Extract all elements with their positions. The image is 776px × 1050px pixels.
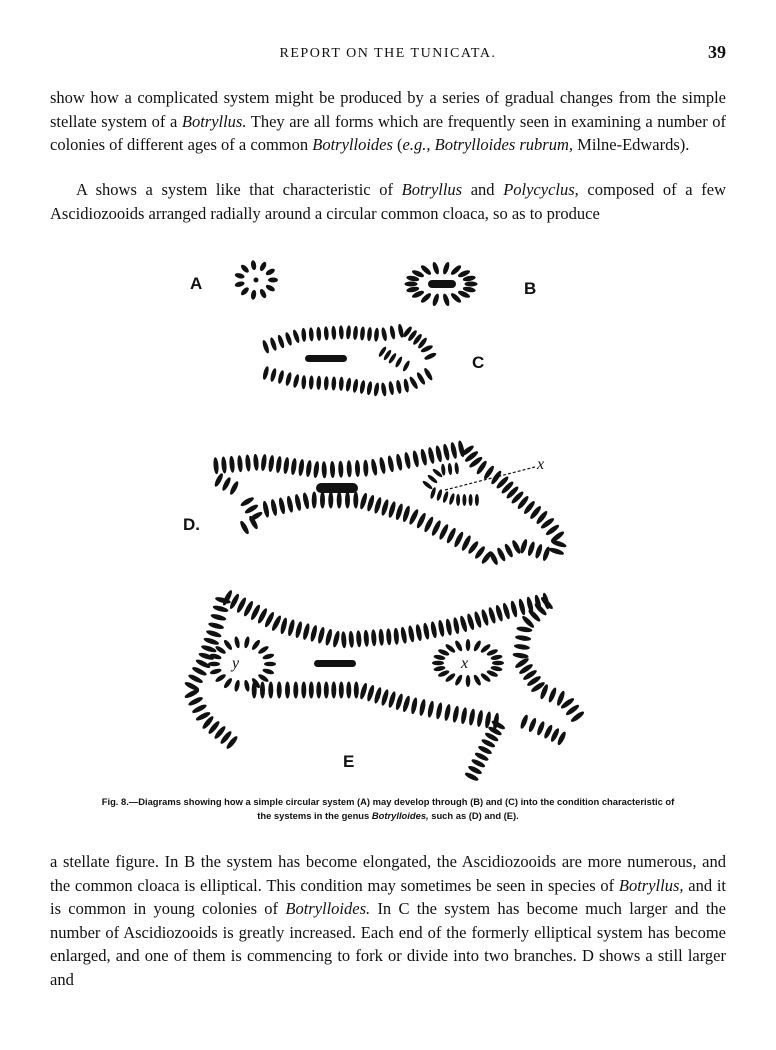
zooid xyxy=(309,625,318,643)
zooid xyxy=(324,628,333,646)
zooid xyxy=(283,457,290,475)
zooid xyxy=(330,461,336,478)
zooid xyxy=(435,702,443,720)
para1-italic-4: Botrylloides rubrum, xyxy=(434,135,574,154)
zooid xyxy=(292,329,301,344)
zooid xyxy=(395,453,403,471)
zooid xyxy=(270,499,278,517)
figure-8-drawing xyxy=(0,250,776,790)
zooid xyxy=(253,454,259,471)
zooid xyxy=(373,687,383,705)
caption-italic-1: Botrylloides, xyxy=(371,810,429,821)
zooid xyxy=(259,288,268,299)
para1-italic-3: e.g., xyxy=(402,135,431,154)
zooid xyxy=(359,380,366,395)
zooid xyxy=(423,351,437,361)
zooid xyxy=(366,494,376,512)
zooid xyxy=(294,621,303,639)
zooid xyxy=(264,662,276,667)
zooid xyxy=(354,682,359,699)
zooid xyxy=(441,464,446,476)
zooid xyxy=(298,459,305,477)
zooid xyxy=(324,376,329,390)
zooid xyxy=(408,376,419,390)
zooid xyxy=(448,493,455,506)
caption-text-1: —Diagrams showing how a simple circular system (A) may develop through (B) and (C) into the condition characteristic of the systems in the genus xyxy=(128,796,675,821)
zooid xyxy=(415,624,423,642)
zooid xyxy=(320,492,325,509)
running-header xyxy=(0,42,776,66)
figure-8 xyxy=(0,250,776,790)
para3-text-2: and it is common in young colonies of xyxy=(50,875,726,918)
zooid xyxy=(277,682,282,699)
zooid xyxy=(210,613,227,622)
zooid xyxy=(527,541,536,557)
zooid-marks xyxy=(184,260,586,782)
zooid xyxy=(536,720,546,736)
zooid xyxy=(278,497,286,515)
zooid xyxy=(339,377,344,391)
zooid xyxy=(316,682,321,699)
zooid xyxy=(294,494,302,512)
zooid xyxy=(268,682,273,699)
zooid xyxy=(403,378,410,393)
figure-caption xyxy=(96,795,680,823)
zooid xyxy=(229,480,240,496)
zooid xyxy=(346,682,351,699)
running-title: REPORT ON THE TUNICATA. xyxy=(279,46,497,61)
zooid xyxy=(331,326,337,340)
para2-text-2: and xyxy=(462,180,504,199)
zooid xyxy=(261,339,270,354)
zooid xyxy=(380,499,390,517)
zooid xyxy=(234,272,245,279)
zooid xyxy=(456,494,460,506)
zooid xyxy=(511,539,522,555)
zooid xyxy=(259,261,268,272)
zooid xyxy=(302,492,310,510)
zooid xyxy=(388,381,395,396)
para2-text-1: A shows a system like that characteristic of xyxy=(76,180,402,199)
zooid xyxy=(370,458,378,476)
zooid xyxy=(515,634,532,641)
zooid xyxy=(442,293,451,307)
zooid xyxy=(427,447,436,465)
zooid xyxy=(373,382,380,397)
zooid xyxy=(205,629,222,639)
zooid xyxy=(352,379,359,394)
zooid xyxy=(251,639,262,651)
figure-label-c: C xyxy=(472,353,485,372)
zooid xyxy=(345,377,352,392)
zooid xyxy=(436,489,443,502)
zooid xyxy=(374,328,380,342)
zooid xyxy=(234,679,241,692)
zooid xyxy=(260,454,267,472)
zooid xyxy=(465,282,478,287)
zooid xyxy=(348,631,354,648)
zooid xyxy=(223,639,234,651)
zooid xyxy=(290,458,297,476)
zooid xyxy=(234,636,241,649)
zooid xyxy=(386,628,392,645)
zooid xyxy=(316,327,322,341)
zooid xyxy=(346,325,352,339)
zooid xyxy=(469,494,473,506)
zooid xyxy=(443,704,451,722)
zooid xyxy=(257,645,270,655)
para1-text-1: show how a complicated system might be produced by a series of gradual changes from the simple stellate system of a xyxy=(50,88,726,131)
zooid xyxy=(480,609,490,627)
zooid xyxy=(442,443,451,461)
zooid xyxy=(240,263,251,274)
zooid xyxy=(459,615,469,633)
zooid xyxy=(394,356,403,368)
caption-text-2: such as (D) and (E). xyxy=(428,810,519,821)
zooid xyxy=(484,711,492,729)
zooid xyxy=(260,682,265,699)
zooid xyxy=(380,689,390,707)
zooid xyxy=(423,367,434,381)
zooid xyxy=(534,543,543,559)
zooid xyxy=(476,710,484,728)
para2-text-3: composed of a few Ascidiozooids arranged radially around a circular common cloaca, so as to produce xyxy=(50,180,726,223)
zooid xyxy=(262,366,270,381)
zooid xyxy=(460,707,468,725)
para2-italic-1: Botryllus xyxy=(401,180,463,199)
zooid xyxy=(387,501,397,519)
zooid xyxy=(316,376,321,390)
zooid xyxy=(339,682,344,699)
zooid xyxy=(337,492,342,509)
zooid xyxy=(309,327,315,341)
zooid xyxy=(277,370,285,385)
zooid xyxy=(366,381,373,396)
zooid xyxy=(518,598,527,616)
zooid xyxy=(433,665,446,672)
para2-italic-2: Polycyclus, xyxy=(503,180,579,199)
zooid xyxy=(488,550,499,566)
zooid xyxy=(490,654,503,661)
zooid xyxy=(407,625,415,643)
zooid xyxy=(279,617,288,635)
zooid xyxy=(512,652,529,659)
zooid xyxy=(360,326,366,340)
zooid xyxy=(338,461,344,478)
zooid xyxy=(422,622,430,640)
zooid xyxy=(203,636,220,646)
para1-text-5: Milne-Edwards). xyxy=(573,135,690,154)
zooid xyxy=(380,382,387,397)
zooid xyxy=(519,714,529,730)
zooid xyxy=(405,282,418,287)
zooid xyxy=(393,628,399,645)
zooid xyxy=(332,630,341,648)
zooid xyxy=(373,497,383,515)
zooid xyxy=(442,261,451,275)
cloaca-d xyxy=(316,483,358,493)
zooid xyxy=(400,626,408,644)
zooid xyxy=(268,455,275,473)
zooid xyxy=(277,334,286,349)
zooid xyxy=(262,653,275,661)
zooid xyxy=(214,673,227,683)
figure-label-y-e: y xyxy=(232,655,240,672)
zooid xyxy=(447,463,452,475)
zooid xyxy=(250,289,257,300)
zooid xyxy=(293,682,298,699)
zooid xyxy=(234,281,245,288)
figure-label-b: B xyxy=(524,279,537,298)
zooid xyxy=(213,472,224,488)
zooid xyxy=(275,456,282,474)
zooid xyxy=(462,494,466,506)
zooid xyxy=(257,673,270,683)
zooid xyxy=(387,691,397,709)
zooid xyxy=(262,668,275,676)
zooid xyxy=(389,325,396,340)
para3-text-1: a stellate figure. In B the system has become elongated, the Ascidiozooids are more numerous, and the common cloaca is elliptical. This condition may sometimes be seen in species of xyxy=(50,852,726,895)
zooid xyxy=(214,645,227,655)
zooid xyxy=(466,675,471,687)
para1-text-2: They are all forms which are frequently seen in examining a number of colonies of different ages of a common xyxy=(50,111,726,154)
zooid xyxy=(285,682,290,699)
figure-label-a: A xyxy=(190,274,203,293)
zooid xyxy=(363,460,369,477)
zooid xyxy=(265,283,276,292)
cloaca-e xyxy=(314,660,356,667)
zooid xyxy=(454,640,464,653)
zooid xyxy=(328,492,333,509)
zooid xyxy=(284,332,293,347)
cloaca-b xyxy=(428,280,456,288)
zooid xyxy=(387,455,395,473)
figure-label-e: E xyxy=(343,752,355,771)
zooid xyxy=(472,674,482,687)
zooid xyxy=(221,456,227,473)
zooid xyxy=(454,462,459,474)
figure-label-x-d: x xyxy=(537,456,545,473)
zooid xyxy=(221,476,232,492)
zooid xyxy=(502,602,512,620)
zooid xyxy=(418,699,426,717)
zooid xyxy=(547,687,558,704)
zooid xyxy=(487,607,497,625)
zooid xyxy=(378,457,386,475)
zooid xyxy=(403,452,411,470)
zooid xyxy=(346,460,352,477)
zooid xyxy=(367,327,373,341)
zooid xyxy=(208,662,220,667)
zooid xyxy=(223,677,234,689)
para1-text-3: ( xyxy=(392,135,403,154)
para1-italic-1: Botryllus. xyxy=(181,111,247,131)
zooid xyxy=(309,375,314,389)
zooid xyxy=(339,325,345,339)
zooid xyxy=(381,327,388,342)
zooid xyxy=(454,674,464,687)
zooid xyxy=(208,621,225,630)
page-number: 39 xyxy=(708,42,726,62)
zooid xyxy=(239,520,251,536)
zooid xyxy=(269,368,277,383)
zooid xyxy=(301,682,306,699)
zooid xyxy=(213,457,219,474)
zooid xyxy=(324,326,330,340)
zooid xyxy=(394,503,404,521)
zooid xyxy=(516,626,533,633)
zooid xyxy=(422,480,434,491)
zooid xyxy=(356,630,362,647)
zooid xyxy=(442,491,449,504)
zooid xyxy=(268,278,278,283)
zooid xyxy=(430,621,438,639)
zooid xyxy=(285,372,293,387)
zooid xyxy=(212,604,229,613)
zooid xyxy=(514,643,531,650)
zooid xyxy=(229,456,235,473)
zooid xyxy=(494,604,504,622)
zooid xyxy=(200,644,217,654)
zooid xyxy=(209,668,222,676)
zooid xyxy=(490,665,503,672)
zooid xyxy=(445,618,453,636)
zooid xyxy=(371,629,377,646)
zooid xyxy=(301,328,307,342)
zooid xyxy=(237,455,243,472)
zooid xyxy=(402,695,412,713)
zooid xyxy=(452,617,460,635)
zooid xyxy=(321,461,327,478)
zooid xyxy=(472,640,482,653)
zooid xyxy=(366,684,376,702)
zooid xyxy=(331,682,336,699)
zooid xyxy=(431,261,440,275)
zooid xyxy=(466,613,476,631)
zooid xyxy=(240,286,251,297)
zooid xyxy=(243,636,250,649)
paragraph-1 xyxy=(50,86,726,157)
figure-label-d: D. xyxy=(183,515,200,534)
cloaca-c xyxy=(305,355,347,362)
zooid xyxy=(359,492,369,510)
zooid xyxy=(313,461,320,479)
para3-text-3: In C the system has become much larger and the number of Ascidiozooids is greatly increased. Each end of the formerly elliptical system has become enlarged, and one of them is commencing to fork or divide into two branches. D shows a still larger and xyxy=(50,899,726,989)
zooid xyxy=(412,450,420,468)
zooid xyxy=(402,360,411,372)
zooid xyxy=(312,492,317,509)
zooid xyxy=(265,267,276,276)
zooid xyxy=(243,679,250,692)
zooid xyxy=(503,543,514,559)
zooid xyxy=(286,495,294,513)
zooid xyxy=(345,492,350,509)
zooid xyxy=(331,376,336,390)
zooid xyxy=(432,661,444,666)
zooid xyxy=(427,474,439,485)
zooid xyxy=(355,460,361,477)
zooid xyxy=(450,442,459,460)
zooid xyxy=(394,693,404,711)
zooid xyxy=(475,494,479,506)
zooid xyxy=(402,505,412,523)
paragraph-2 xyxy=(50,178,726,225)
zooid xyxy=(301,375,306,389)
figure-label-x-e: x xyxy=(461,655,469,672)
zooid xyxy=(415,371,426,385)
zooid xyxy=(452,705,460,723)
zooid xyxy=(468,708,476,726)
zooid xyxy=(292,374,300,389)
zooid xyxy=(262,500,270,518)
zooid xyxy=(473,611,483,629)
zooid xyxy=(269,337,278,352)
zooid xyxy=(378,629,384,646)
zooid xyxy=(359,682,369,700)
zooid xyxy=(250,260,257,271)
zooid xyxy=(309,682,314,699)
paragraph-3 xyxy=(50,850,726,991)
zooid xyxy=(353,326,359,340)
zooid xyxy=(317,626,326,644)
zooid xyxy=(353,492,358,509)
zooid xyxy=(287,619,296,637)
zooid xyxy=(245,454,251,471)
zooid xyxy=(420,448,429,466)
zooid xyxy=(254,278,259,283)
zooid xyxy=(302,623,311,641)
zooid xyxy=(548,546,565,556)
zooid xyxy=(510,600,519,618)
zooid xyxy=(324,682,329,699)
para3-italic-2: Botrylloides. xyxy=(285,899,371,918)
zooid xyxy=(410,697,418,715)
zooid xyxy=(466,639,471,651)
para1-italic-2: Botrylloides xyxy=(312,135,393,154)
para3-italic-1: Botryllus, xyxy=(618,875,684,895)
zooid xyxy=(433,654,446,661)
zooid xyxy=(427,700,435,718)
zooid xyxy=(395,380,402,395)
caption-figure-number: Fig. 8. xyxy=(101,796,129,807)
zooid xyxy=(527,717,537,733)
zooid xyxy=(437,620,445,638)
zooid xyxy=(519,538,528,554)
zooid xyxy=(305,460,312,478)
zooid xyxy=(435,445,444,463)
zooid xyxy=(363,630,369,647)
zooid xyxy=(496,547,507,563)
zooid xyxy=(492,661,504,666)
zooid xyxy=(341,631,347,648)
zooid xyxy=(431,293,440,307)
